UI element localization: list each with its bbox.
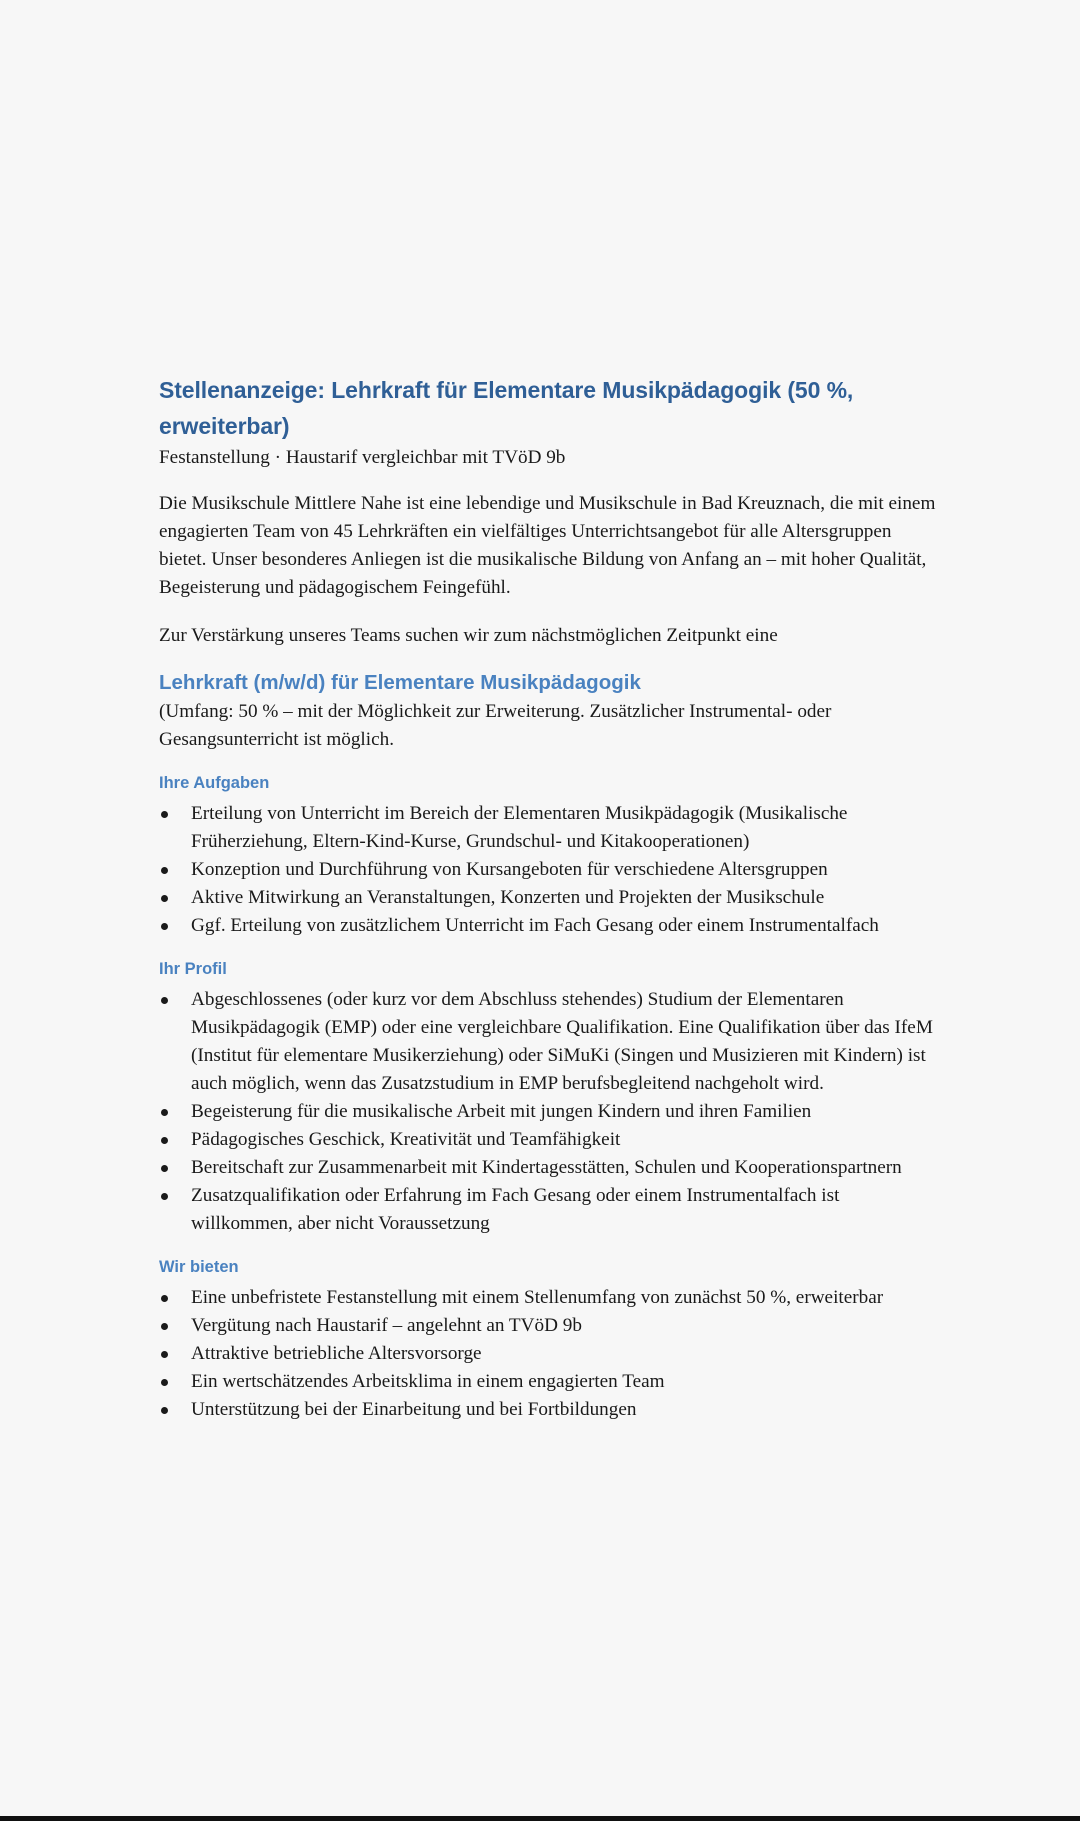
- intro-paragraph: Die Musikschule Mittlere Nahe ist eine lebendige und Musikschule in Bad Kreuznach, die mit einem engagierten Team von 45 Lehrkräften ein vielfältiges Unterrichtsangebot für alle Altersgruppen bietet. Unser besonderes Anliegen ist die musikalische Bildung von Anfang an – mit hoher Qualität, Begeisterung und pädagogischem Feingefühl.: [159, 493, 936, 598]
- list-item: [159, 1312, 939, 1340]
- list-item: [159, 1098, 939, 1126]
- list-item-text: Erteilung von Unterricht im Bereich der Elementaren Musikpädagogik (Musikalische Früherziehung, Eltern-Kind-Kurse, Grundschul- und Kitakooperationen): [191, 803, 848, 852]
- lead-paragraph: Zur Verstärkung unseres Teams suchen wir zum nächstmöglichen Zeitpunkt eine: [159, 625, 778, 646]
- bullet-icon: [161, 811, 168, 818]
- list-item: [159, 1340, 939, 1368]
- bullet-icon: [161, 1407, 168, 1414]
- page-title: Stellenanzeige: Lehrkraft für Elementare Musikpädagogik (50 %, erweiterbar): [159, 377, 854, 439]
- employment-subtitle: Festanstellung · Haustarif vergleichbar mit TVöD 9b: [159, 447, 566, 468]
- list-item: [159, 1284, 939, 1312]
- profile-list: [159, 986, 939, 1238]
- bullet-icon: [161, 867, 168, 874]
- list-item: [159, 800, 939, 856]
- bullet-icon: [161, 895, 168, 902]
- list-item-text: Bereitschaft zur Zusammenarbeit mit Kindertagesstätten, Schulen und Kooperationspartnern: [191, 1157, 902, 1178]
- list-item: [159, 1182, 939, 1238]
- bullet-icon: [161, 1323, 168, 1330]
- list-item: [159, 884, 939, 912]
- document-content: [159, 372, 939, 1424]
- list-item: [159, 1154, 939, 1182]
- bullet-icon: [161, 1109, 168, 1116]
- list-item-text: Ggf. Erteilung von zusätzlichem Unterricht im Fach Gesang oder einem Instrumentalfach: [191, 915, 879, 936]
- list-item-text: Attraktive betriebliche Altersvorsorge: [191, 1343, 482, 1364]
- list-item: [159, 912, 939, 940]
- list-item-text: Zusatzqualifikation oder Erfahrung im Fach Gesang oder einem Instrumentalfach ist willkommen, aber nicht Voraussetzung: [191, 1185, 840, 1234]
- list-item-text: Pädagogisches Geschick, Kreativität und Teamfähigkeit: [191, 1129, 621, 1150]
- list-item-text: Ein wertschätzendes Arbeitsklima in einem engagierten Team: [191, 1371, 665, 1392]
- position-scope: (Umfang: 50 % – mit der Möglichkeit zur Erweiterung. Zusätzlicher Instrumental- oder Gesangsunterricht ist möglich.: [159, 701, 832, 750]
- bullet-icon: [161, 1295, 168, 1302]
- list-item-text: Begeisterung für die musikalische Arbeit mit jungen Kindern und ihren Familien: [191, 1101, 812, 1122]
- list-item: [159, 1396, 939, 1424]
- bullet-icon: [161, 1165, 168, 1172]
- list-item: [159, 1368, 939, 1396]
- tasks-list: [159, 800, 939, 940]
- list-item-text: Unterstützung bei der Einarbeitung und bei Fortbildungen: [191, 1399, 637, 1420]
- section-heading-offer: Wir bieten: [159, 1258, 239, 1276]
- list-item-text: Vergütung nach Haustarif – angelehnt an TVöD 9b: [191, 1315, 582, 1336]
- offer-list: [159, 1284, 939, 1424]
- list-item-text: Abgeschlossenes (oder kurz vor dem Abschluss stehendes) Studium der Elementaren Musikpädagogik (EMP) oder eine vergleichbare Qualifikation. Eine Qualifikation über das IfeM (Institut für elementare Musikerziehung) oder SiMuKi (Singen und Musizieren mit Kindern) ist auch möglich, wenn das Zusatzstudium in EMP berufsbegleitend nachgeholt wird.: [191, 989, 933, 1094]
- list-item: [159, 986, 939, 1098]
- list-item: [159, 1126, 939, 1154]
- section-heading-profile: Ihr Profil: [159, 960, 227, 978]
- bullet-icon: [161, 997, 168, 1004]
- bullet-icon: [161, 1193, 168, 1200]
- section-heading-tasks: Ihre Aufgaben: [159, 774, 270, 792]
- list-item-text: Aktive Mitwirkung an Veranstaltungen, Konzerten und Projekten der Musikschule: [191, 887, 825, 908]
- bullet-icon: [161, 1351, 168, 1358]
- list-item: [159, 856, 939, 884]
- bottom-border: [0, 1816, 1080, 1821]
- list-item-text: Konzeption und Durchführung von Kursangeboten für verschiedene Altersgruppen: [191, 859, 828, 880]
- list-item-text: Eine unbefristete Festanstellung mit einem Stellenumfang von zunächst 50 %, erweiterbar: [191, 1287, 884, 1308]
- bullet-icon: [161, 1379, 168, 1386]
- bullet-icon: [161, 1137, 168, 1144]
- bullet-icon: [161, 923, 168, 930]
- position-heading: Lehrkraft (m/w/d) für Elementare Musikpädagogik: [159, 671, 641, 694]
